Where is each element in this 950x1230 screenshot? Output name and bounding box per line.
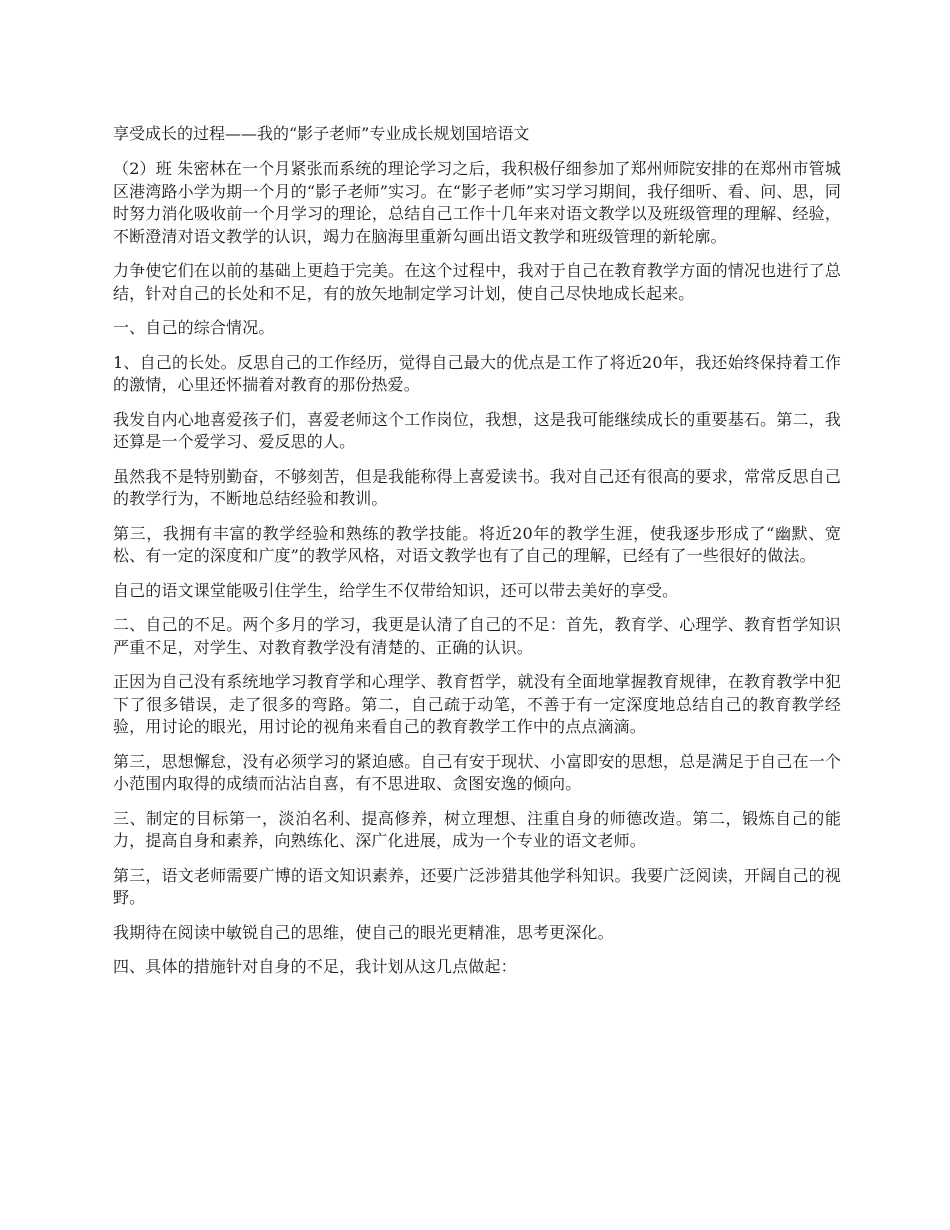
section-heading-goals: 三、制定的目标第一，淡泊名利、提高修养，树立理想、注重自身的师德改造。第二，锻炼自己的能力，提高自身和素养，向熟练化、深广化进展，成为一个专业的语文老师。: [113, 808, 841, 850]
paragraph-intro-continued: 力争使它们在以前的基础上更趋于完美。在这个过程中，我对于自己在教育教学方面的情况也进行了总结，针对自己的长处和不足，有的放矢地制定学习计划，使自己尽快地成长起来。: [113, 261, 841, 303]
paragraph-intro: （2）班 朱密林在一个月紧张而系统的理论学习之后，我积极仔细参加了郑州师院安排的在郑州市管城区港湾路小学为期一个月的“影子老师”实习。在“影子老师”实习学习期间，我仔细听、看、问、思，同时努力消化吸收前一个月学习的理论，总结自己工作十几年来对语文教学以及班级管理的理解、经验，不断澄清对语文教学的认识，竭力在脑海里重新勾画出语文教学和班级管理的新轮廓。: [113, 159, 841, 246]
paragraph-weaknesses-detail: 正因为自己没有系统地学习教育学和心理学、教育哲学，就没有全面地掌握教育规律，在教育教学中犯下了很多错误，走了很多的弯路。第二，自己疏于动笔，不善于有一定深度地总结自己的教育教学经验，用讨论的眼光，用讨论的视角来看自己的教育教学工作中的点点滴滴。: [113, 672, 841, 736]
section-heading-weaknesses: 二、自己的不足。两个多月的学习，我更是认清了自己的不足：首先，教育学、心理学、教育哲学知识严重不足，对学生、对教育教学没有清楚的、正确的认识。: [113, 615, 841, 657]
paragraph-reading: 虽然我不是特别勤奋，不够刻苦，但是我能称得上喜爱读书。我对自己还有很高的要求，常常反思自己的教学行为，不断地总结经验和教训。: [113, 466, 841, 508]
paragraph-strengths-second: 我发自内心地喜爱孩子们，喜爱老师这个工作岗位，我想，这是我可能继续成长的重要基石。第二，我还算是一个爱学习、爱反思的人。: [113, 409, 841, 451]
paragraph-goals-third: 第三，语文老师需要广博的语文知识素养，还要广泛涉猎其他学科知识。我要广泛阅读，开阔自己的视野。: [113, 865, 841, 907]
document-title: 享受成长的过程——我的“影子老师”专业成长规划国培语文: [113, 124, 530, 143]
paragraph-strengths-third: 第三，我拥有丰富的教学经验和熟练的教学技能。将近20年的教学生涯，使我逐步形成了“幽默、宽松、有一定的深度和广度”的教学风格，对语文教学也有了自己的理解，已经有了一些很好的做法。: [113, 523, 841, 565]
paragraph-reading-goal: 我期待在阅读中敏锐自己的思维，使自己的眼光更精准，思考更深化。: [113, 922, 614, 942]
section-heading-measures: 四、具体的措施针对自身的不足，我计划从这几点做起：: [113, 957, 517, 976]
document-page: [113, 122, 841, 991]
section-heading-overview: 一、自己的综合情况。: [113, 318, 275, 337]
paragraph-strengths: 1、自己的长处。反思自己的工作经历，觉得自己最大的优点是工作了将近20年，我还始终保持着工作的激情，心里还怀揣着对教育的那份热爱。: [113, 352, 841, 394]
paragraph-classroom: 自己的语文课堂能吸引住学生，给学生不仅带给知识，还可以带去美好的享受。: [113, 580, 679, 600]
paragraph-weaknesses-third: 第三，思想懈怠，没有必须学习的紧迫感。自己有安于现状、小富即安的思想，总是满足于自己在一个小范围内取得的成绩而沾沾自喜，有不思进取、贪图安逸的倾向。: [113, 751, 841, 793]
